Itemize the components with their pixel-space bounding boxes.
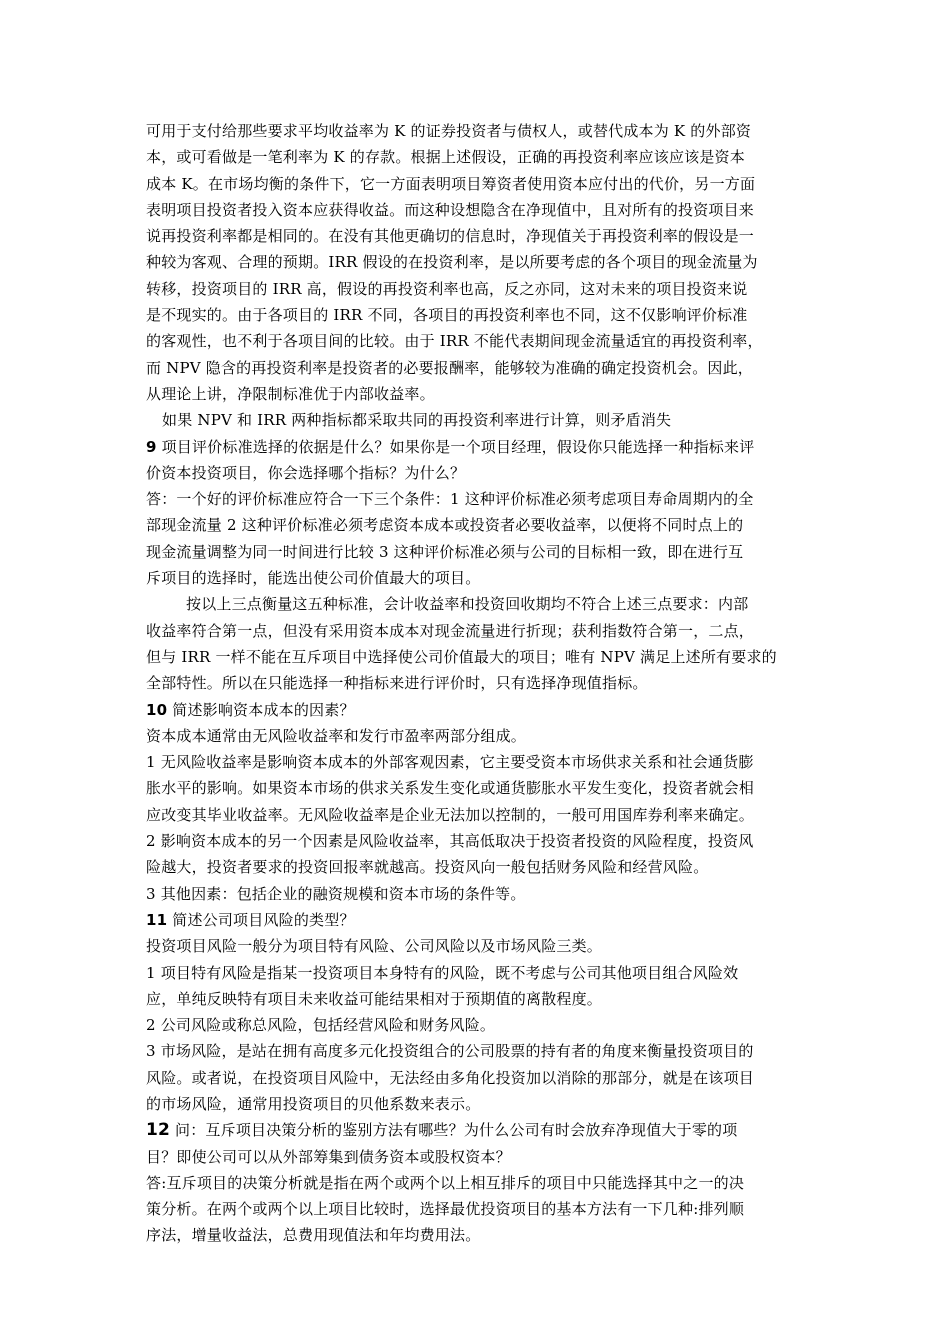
answer-line: 险越大，投资者要求的投资回报率就越高。投资风向一般包括财务风险和经营风险。 <box>146 858 709 877</box>
answer-line: 全部特性。所以在只能选择一种指标来进行评价时，只有选择净现值指标。 <box>146 674 648 693</box>
answer-line: 序法，增量收益法，总费用现值法和年均费用法。 <box>146 1226 481 1245</box>
paragraph-line: 成本 K。在市场均衡的条件下，它一方面表明项目筹资者使用资本应付出的代价，另一方面 <box>146 174 756 193</box>
answer-line: 资本成本通常由无风险收益率和发行市盈率两部分组成。 <box>146 726 527 745</box>
question-12-cont: 目？即使公司可以从外部筹集到债务资本或股权资本？ <box>146 1147 511 1166</box>
answer-line: 收益率符合第一点，但没有采用资本成本对现金流量进行折现；获利指数符合第一，二点， <box>146 621 755 640</box>
paragraph-line: 从理论上讲，净限制标准优于内部收益率。 <box>146 384 435 403</box>
answer-line: 1 无风险收益率是影响资本成本的外部客观因素，它主要受资本市场供求关系和社会通货膨 <box>146 753 754 772</box>
answer-line: 胀水平的影响。如果资本市场的供求关系发生变化或通货膨胀水平发生变化，投资者就会相 <box>146 779 755 798</box>
paragraph-line: 表明项目投资者投入资本应获得收益。而这种设想隐含在净现值中，且对所有的投资项目来 <box>146 200 755 219</box>
answer-line: 应改变其毕业收益率。无风险收益率是企业无法加以控制的，一般可用国库券利率来确定。 <box>146 805 755 824</box>
question-text: 简述公司项目风险的类型？ <box>167 910 355 929</box>
answer-line: 按以上三点衡量这五种标准，会计收益率和投资回收期均不符合上述三点要求：内部 <box>186 595 749 614</box>
question-12 <box>146 1117 812 1143</box>
answer-line: 1 项目特有风险是指某一投资项目本身特有的风险，既不考虑与公司其他项目组合风险效 <box>146 963 739 982</box>
paragraph-line: 转移，投资项目的 IRR 高，假设的再投资利率也高，反之亦同，这对未来的项目投资来说 <box>146 279 748 298</box>
answer-line: 答：一个好的评价标准应符合一下三个条件：1 这种评价标准必须考虑项目寿命周期内的全 <box>146 490 754 509</box>
paragraph-line: 是不现实的。由于各项目的 IRR 不同，各项目的再投资利率也不同，这不仅影响评价标准 <box>146 306 748 325</box>
answer-line: 斥项目的选择时，能选出使公司价值最大的项目。 <box>146 569 481 588</box>
answer-line: 但与 IRR 一样不能在互斥项目中选择使公司价值最大的项目；唯有 NPV 满足上述所有要求的 <box>146 647 777 666</box>
question-9-cont: 价资本投资项目，你会选择哪个指标？为什么？ <box>146 463 466 482</box>
question-11 <box>146 907 812 933</box>
paragraph-line: 种较为客观、合理的预期。IRR 假设的在投资利率，是以所要考虑的各个项目的现金流量为 <box>146 253 758 272</box>
question-text: 简述影响资本成本的因素？ <box>167 700 355 719</box>
question-9 <box>146 434 812 460</box>
answer-line: 风险。或者说，在投资项目风险中，无法经由多角化投资加以消除的那部分，就是在该项目 <box>146 1068 755 1087</box>
answer-line: 策分析。在两个或两个以上项目比较时，选择最优投资项目的基本方法有一下几种:排列顺 <box>146 1200 745 1219</box>
paragraph-line: 的客观性，也不利于各项目间的比较。由于 IRR 不能代表期间现金流量适宜的再投资利率， <box>146 332 763 351</box>
question-text: 问：互斥项目决策分析的鉴别方法有哪些？为什么公司有时会放弃净现值大于零的项 <box>170 1121 738 1140</box>
question-number: 9 <box>146 437 157 456</box>
question-10 <box>146 697 812 723</box>
answer-line: 应，单纯反映特有项目未来收益可能结果相对于预期值的离散程度。 <box>146 989 603 1008</box>
question-text: 项目评价标准选择的依据是什么？如果你是一个项目经理，假设你只能选择一种指标来评 <box>156 437 755 456</box>
answer-line: 部现金流量 2 这种评价标准必须考虑资本成本或投资者必要收益率，以便将不同时点上的 <box>146 516 744 535</box>
question-number: 12 <box>146 1120 171 1141</box>
answer-line: 投资项目风险一般分为项目特有风险、公司风险以及市场风险三类。 <box>146 937 603 956</box>
paragraph-line: 如果 NPV 和 IRR 两种指标都采取共同的再投资利率进行计算，则矛盾消失 <box>162 411 672 430</box>
answer-line: 的市场风险，通常用投资项目的贝他系数来表示。 <box>146 1094 481 1113</box>
paragraph-line: 本，或可看做是一笔利率为 K 的存款。根据上述假设，正确的再投资利率应该应该是资本 <box>146 148 745 167</box>
document-page <box>146 118 812 1249</box>
paragraph-line: 说再投资利率都是相同的。在没有其他更确切的信息时，净现值关于再投资利率的假设是一 <box>146 227 755 246</box>
question-number: 11 <box>146 910 168 929</box>
answer-line: 3 其他因素：包括企业的融资规模和资本市场的条件等。 <box>146 884 526 903</box>
answer-line: 答:互斥项目的决策分析就是指在两个或两个以上相互排斥的项目中只能选择其中之一的决 <box>146 1173 745 1192</box>
answer-line: 2 公司风险或称总风险，包括经营风险和财务风险。 <box>146 1016 496 1035</box>
paragraph-line: 可用于支付给那些要求平均收益率为 K 的证券投资者与债权人，或替代成本为 K 的外部资 <box>146 122 752 140</box>
question-number: 10 <box>146 700 168 719</box>
answer-line: 2 影响资本成本的另一个因素是风险收益率，其高低取决于投资者投资的风险程度，投资风 <box>146 832 754 851</box>
answer-line: 3 市场风险，是站在拥有高度多元化投资组合的公司股票的持有者的角度来衡量投资项目的 <box>146 1042 754 1061</box>
paragraph-line: 而 NPV 隐含的再投资利率是投资者的必要报酬率，能够较为准确的确定投资机会。因此， <box>146 358 753 377</box>
answer-line: 现金流量调整为同一时间进行比较 3 这种评价标准必须与公司的目标相一致，即在进行互 <box>146 542 744 561</box>
